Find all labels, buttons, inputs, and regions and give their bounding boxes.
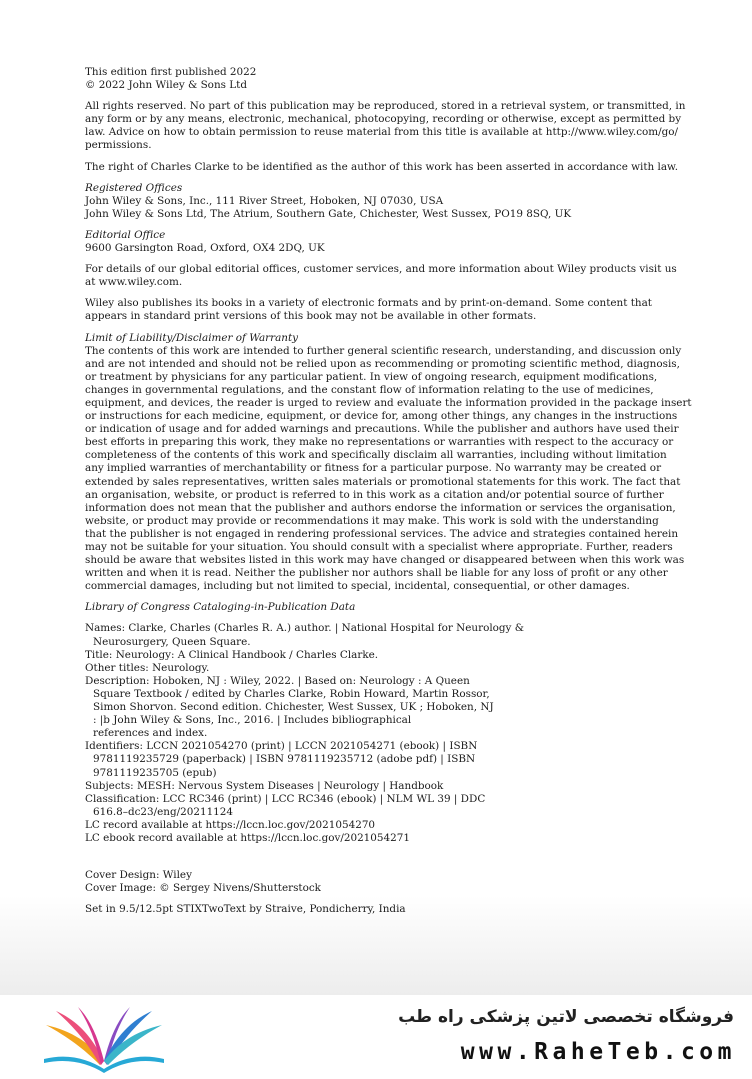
- editorial-office: [85, 229, 650, 255]
- liability-line: completeness of the contents of this work and specifically disclaim all warranties, including without limitation: [85, 449, 667, 462]
- rights-line: law. Advice on how to obtain permission to reuse material from this title is available at http://www.wiley.com/go/: [85, 126, 679, 139]
- cip-line: Title: Neurology: A Clinical Handbook / Charles Clarke.: [85, 648, 379, 661]
- rainbow-open-book-logo-icon: [38, 1003, 170, 1073]
- rights-line: All rights reserved. No part of this publication may be reproduced, stored in a retrieval system, or transmitted, in: [85, 100, 686, 113]
- spacer: [85, 853, 650, 869]
- copyright-line: © 2022 John Wiley & Sons Ltd: [85, 79, 247, 92]
- cip-line: LC record available at https://lccn.loc.gov/2021054270: [85, 818, 376, 831]
- typeset-note: [85, 903, 650, 916]
- cip-data: [85, 622, 650, 845]
- cip-line: Classification: LCC RC346 (print) | LCC RC346 (ebook) | NLM WL 39 | DDC: [85, 792, 486, 805]
- cip-line: Simon Shorvon. Second edition. Chichester, West Sussex, UK ; Hoboken, NJ: [93, 701, 494, 714]
- liability-line: or indication of usage and for added warnings and precautions. While the publisher and authors have used their: [85, 423, 679, 436]
- liability-line: may not be suitable for your situation. You should consult with a specialist where appropriate. Further, readers: [85, 541, 673, 553]
- copyright-content: [85, 66, 692, 916]
- office-address: John Wiley & Sons Ltd, The Atrium, Southern Gate, Chichester, West Sussex, PO19 8SQ, UK: [85, 207, 572, 220]
- author-right-paragraph: [85, 160, 679, 174]
- cip-line: Description: Hoboken, NJ : Wiley, 2022. | Based on: Neurology : A Queen: [85, 674, 470, 687]
- formats-line: appears in standard print versions of this book may not be available in other formats.: [85, 310, 537, 323]
- formats-paragraph: [85, 297, 650, 323]
- office-address: 9600 Garsington Road, Oxford, OX4 2DQ, UK: [85, 242, 325, 255]
- rights-line: any form or by any means, electronic, mechanical, photocopying, recording or otherwise, except as permitted by: [85, 113, 682, 126]
- site-url: www.RaheTeb.com: [460, 1039, 736, 1065]
- liability-line: an organisation, website, or product is referred to in this work as a citation and/or potential source of further: [85, 488, 664, 501]
- rights-line: permissions.: [85, 139, 152, 152]
- cip-line: LC ebook record available at https://lccn.loc.gov/2021054271: [85, 831, 410, 844]
- liability-text: [85, 344, 692, 594]
- liability-line: changes in governmental regulations, and the constant flow of information relating to the use of medicines,: [85, 383, 654, 396]
- liability-line: The contents of this work are intended to further general scientific research, understanding, and discussion only: [85, 344, 682, 357]
- liability-line: information does not mean that the publisher and authors endorse the information or services the organisation,: [85, 501, 676, 514]
- liability-disclaimer: [85, 331, 692, 594]
- liability-heading: Limit of Liability/Disclaimer of Warranty: [85, 331, 299, 344]
- cip-heading-paragraph: [85, 601, 650, 614]
- cip-line: 616.8–dc23/eng/20211124: [93, 805, 234, 818]
- office-address: John Wiley & Sons, Inc., 111 River Street, Hoboken, NJ 07030, USA: [85, 194, 444, 207]
- liability-line: equipment, and devices, the reader is urged to review and evaluate the information provided in the package insert: [85, 396, 692, 409]
- cip-line: 9781119235705 (epub): [93, 766, 217, 779]
- typeset-line: Set in 9.5/12.5pt STIXTwoText by Straive, Pondicherry, India: [85, 903, 406, 916]
- liability-line: commercial damages, including but not limited to special, incidental, consequential, or other damages.: [85, 580, 630, 593]
- site-name-persian: فروشگاه تخصصی لاتین پزشکی راه طب: [398, 1007, 734, 1027]
- author-right-line: The right of Charles Clarke to be identified as the author of this work has been asserted in accordance with law.: [85, 160, 679, 173]
- global-details-line: For details of our global editorial offices, customer services, and more information about Wiley products visit us: [85, 263, 677, 276]
- cip-line: Neurosurgery, Queen Square.: [93, 635, 251, 648]
- cip-line: Square Textbook / edited by Charles Clarke, Robin Howard, Martin Rossor,: [93, 687, 490, 700]
- editorial-office-heading: Editorial Office: [85, 228, 166, 241]
- liability-line: or treatment by physicians for any particular patient. In view of ongoing research, equipment modifications,: [85, 370, 658, 383]
- global-details-line: at www.wiley.com.: [85, 276, 183, 289]
- cip-line: : |b John Wiley & Sons, Inc., 2016. | Includes bibliographical: [93, 714, 412, 727]
- registered-offices: [85, 182, 650, 221]
- registered-offices-heading: Registered Offices: [85, 181, 183, 194]
- liability-line: that the publisher is not engaged in rendering professional services. The advice and strategies contained herein: [85, 527, 679, 540]
- watermark-footer: [0, 995, 752, 1079]
- cip-heading: Library of Congress Cataloging-in-Publication Data: [85, 601, 356, 614]
- cip-line: Identifiers: LCCN 2021054270 (print) | LCCN 2021054271 (ebook) | ISBN: [85, 740, 478, 753]
- cip-line: Subjects: MESH: Nervous System Diseases | Neurology | Handbook: [85, 779, 444, 792]
- rights-paragraph: [85, 100, 686, 152]
- liability-line: best efforts in preparing this work, they make no representations or warranties with respect to the accuracy or: [85, 436, 674, 449]
- cip-line: references and index.: [93, 727, 208, 740]
- liability-line: and are not intended and should not be relied upon as recommending or promoting scientific method, diagnosis,: [85, 357, 680, 370]
- cover-credit-line: Cover Image: © Sergey Nivens/Shutterstock: [85, 882, 321, 895]
- cip-line: Other titles: Neurology.: [85, 661, 210, 674]
- liability-line: or instructions for each medicine, equipment, or device for, among other things, any changes in the instructions: [85, 410, 678, 423]
- liability-line: written and when it is read. Neither the publisher nor authors shall be liable for any loss of profit or any other: [85, 567, 668, 580]
- cip-line: 9781119235729 (paperback) | ISBN 9781119235712 (adobe pdf) | ISBN: [93, 753, 476, 766]
- liability-line: website, or product may provide or recommendations it may make. This work is sold with the understanding: [85, 514, 659, 527]
- liability-line: should be aware that websites listed in this work may have changed or disappeared between when this work was: [85, 554, 685, 567]
- global-details-paragraph: [85, 263, 677, 289]
- cip-line: Names: Clarke, Charles (Charles R. A.) author. | National Hospital for Neurology &: [85, 622, 524, 635]
- cover-credits: [85, 869, 650, 895]
- copyright-line: This edition first published 2022: [85, 66, 257, 78]
- formats-line: Wiley also publishes its books in a variety of electronic formats and by print-on-demand. Some content that: [85, 297, 652, 310]
- copyright-notice: [85, 66, 650, 92]
- liability-line: extended by sales representatives, written sales materials or promotional statements for this work. The fact that: [85, 475, 681, 488]
- cover-credit-line: Cover Design: Wiley: [85, 869, 192, 882]
- liability-line: any implied warranties of merchantability or fitness for a particular purpose. No warranty may be created or: [85, 462, 662, 475]
